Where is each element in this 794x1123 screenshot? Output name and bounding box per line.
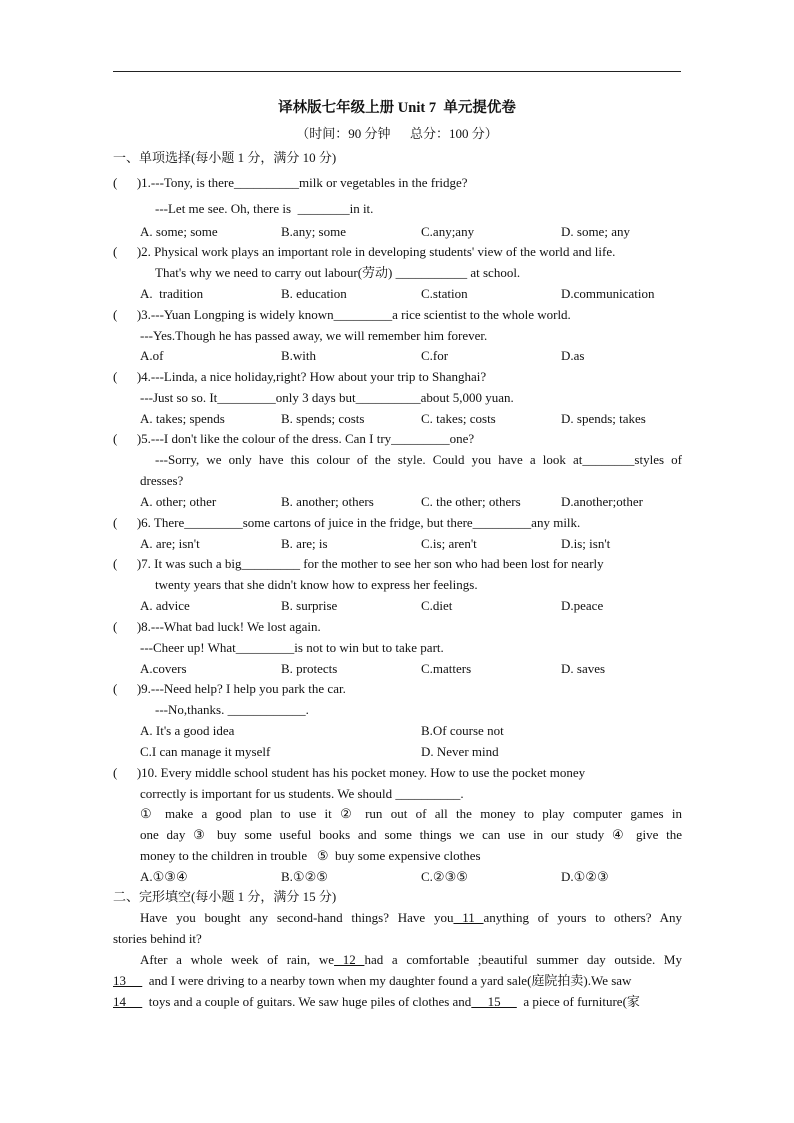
option-c: C.diet — [421, 598, 453, 613]
exam-info: （时间：90 分钟 总分：100 分） — [296, 126, 498, 141]
passage-line — [140, 952, 682, 968]
passage-text: and I were driving to a nearby town when my daughter found a yard sale(庭院拍卖).We saw — [142, 973, 632, 988]
option-a: A. other; other — [140, 494, 217, 509]
option-a: A. It's a good idea — [140, 723, 235, 738]
question-3-line2: ---Yes.Though he has passed away, we will remember him forever. — [140, 328, 488, 343]
passage-line — [113, 994, 640, 1010]
option-b: B.①②⑤ — [281, 869, 328, 884]
question-7: ( )7. It was such a big_________ for the mother to see her son who had been lost for nearly — [113, 556, 604, 571]
blank-12: 12 — [334, 952, 365, 967]
passage-text: a piece of furniture(家 — [516, 994, 640, 1009]
question-2-line2: That's why we need to carry out labour(劳动) ___________ at school. — [155, 265, 521, 280]
option-b: B. spends; costs — [281, 411, 365, 426]
passage-text: had a comfortable ;beautiful summer day outside. My — [364, 952, 682, 967]
blank-13: 13 — [113, 973, 143, 988]
option-c: C.station — [421, 286, 468, 301]
option-a: A.covers — [140, 661, 187, 676]
passage-text: Have you bought any second-hand things? Have you — [140, 910, 454, 925]
option-b: B. education — [281, 286, 347, 301]
option-c: C.matters — [421, 661, 472, 676]
blank-14: 14 — [113, 994, 143, 1009]
option-d: D.as — [561, 348, 585, 363]
option-c: C.is; aren't — [421, 536, 477, 551]
option-d: D.is; isn't — [561, 536, 611, 551]
option-a: A. some; some — [140, 224, 218, 239]
passage-line: stories behind it? — [113, 931, 202, 946]
question-10-line2: correctly is important for us students. We should __________. — [140, 786, 464, 801]
question-5-line2: ---Sorry, we only have this colour of the style. Could you have a look at________styles of — [155, 452, 682, 467]
blank-11: 11 — [453, 910, 484, 925]
section-heading: 一、单项选择(每小题 1 分，满分 10 分) — [113, 150, 337, 165]
option-c: C.②③⑤ — [421, 869, 468, 884]
blank-15: 15 — [471, 994, 517, 1009]
option-b: B.Of course not — [421, 723, 504, 738]
option-d: D.peace — [561, 598, 604, 613]
option-b: B. surprise — [281, 598, 338, 613]
question-2: ( )2. Physical work plays an important role in developing students' view of the world and life. — [113, 244, 616, 259]
option-a: A.①③④ — [140, 869, 188, 884]
passage-text: After a whole week of rain, we — [140, 952, 335, 967]
option-d: D.communication — [561, 286, 655, 301]
section-heading: 二、完形填空(每小题 1 分，满分 15 分) — [113, 889, 337, 904]
option-a: A.of — [140, 348, 164, 363]
question-6: ( )6. There_________some cartons of juice in the fridge, but there_________any milk. — [113, 515, 581, 530]
option-b: B. are; is — [281, 536, 328, 551]
option-c: C.any;any — [421, 224, 475, 239]
question-10-line5: money to the children in trouble ⑤ buy some expensive clothes — [140, 848, 481, 863]
question-8: ( )8.---What bad luck! We lost again. — [113, 619, 321, 634]
passage-line — [113, 973, 631, 989]
option-d: D.another;other — [561, 494, 643, 509]
option-b: B. protects — [281, 661, 338, 676]
option-c: C.for — [421, 348, 449, 363]
passage-text: toys and a couple of guitars. We saw huge piles of clothes and — [142, 994, 472, 1009]
option-d: D. some; any — [561, 224, 630, 239]
question-4: ( )4.---Linda, a nice holiday,right? How about your trip to Shanghai? — [113, 369, 487, 384]
option-a: A. are; isn't — [140, 536, 200, 551]
question-8-line2: ---Cheer up! What_________is not to win but to take part. — [140, 640, 444, 655]
question-10-line3: ① make a good plan to use it ② run out of all the money to play computer games in — [140, 806, 682, 821]
question-10-line4: one day ③ buy some useful books and some things we can use in our study ④ give the — [140, 827, 682, 842]
question-3: ( )3.---Yuan Longping is widely known_________a rice scientist to the whole world. — [113, 307, 571, 322]
option-d: D. Never mind — [421, 744, 499, 759]
option-c: C.I can manage it myself — [140, 744, 271, 759]
option-a: A. takes; spends — [140, 411, 225, 426]
option-c: C. the other; others — [421, 494, 521, 509]
option-d: D. spends; takes — [561, 411, 646, 426]
top-rule — [113, 71, 681, 72]
option-b: B.any; some — [281, 224, 346, 239]
question-10: ( )10. Every middle school student has his pocket money. How to use the pocket money — [113, 765, 586, 780]
option-b: B.with — [281, 348, 317, 363]
page-title: 译林版七年级上册 Unit 7 单元提优卷 — [278, 100, 516, 116]
question-5: ( )5.---I don't like the colour of the dress. Can I try_________one? — [113, 431, 475, 446]
option-d: D.①②③ — [561, 869, 609, 884]
question-4-line2: ---Just so so. It_________only 3 days but__________about 5,000 yuan. — [140, 390, 514, 405]
question-7-line2: twenty years that she didn't know how to express her feelings. — [155, 577, 478, 592]
question-9-line2: ---No,thanks. ____________. — [155, 702, 309, 717]
question-9: ( )9.---Need help? I help you park the car. — [113, 681, 346, 696]
option-a: A. tradition — [140, 286, 204, 301]
option-c: C. takes; costs — [421, 411, 496, 426]
option-a: A. advice — [140, 598, 190, 613]
option-b: B. another; others — [281, 494, 374, 509]
passage-line — [140, 910, 682, 926]
passage-text: anything of yours to others? Any — [483, 910, 682, 925]
option-d: D. saves — [561, 661, 606, 676]
question-5-line3: dresses? — [140, 473, 184, 488]
question-1-line2: ---Let me see. Oh, there is ________in it. — [155, 201, 374, 216]
question-1: ( )1.---Tony, is there__________milk or vegetables in the fridge? — [113, 175, 468, 190]
